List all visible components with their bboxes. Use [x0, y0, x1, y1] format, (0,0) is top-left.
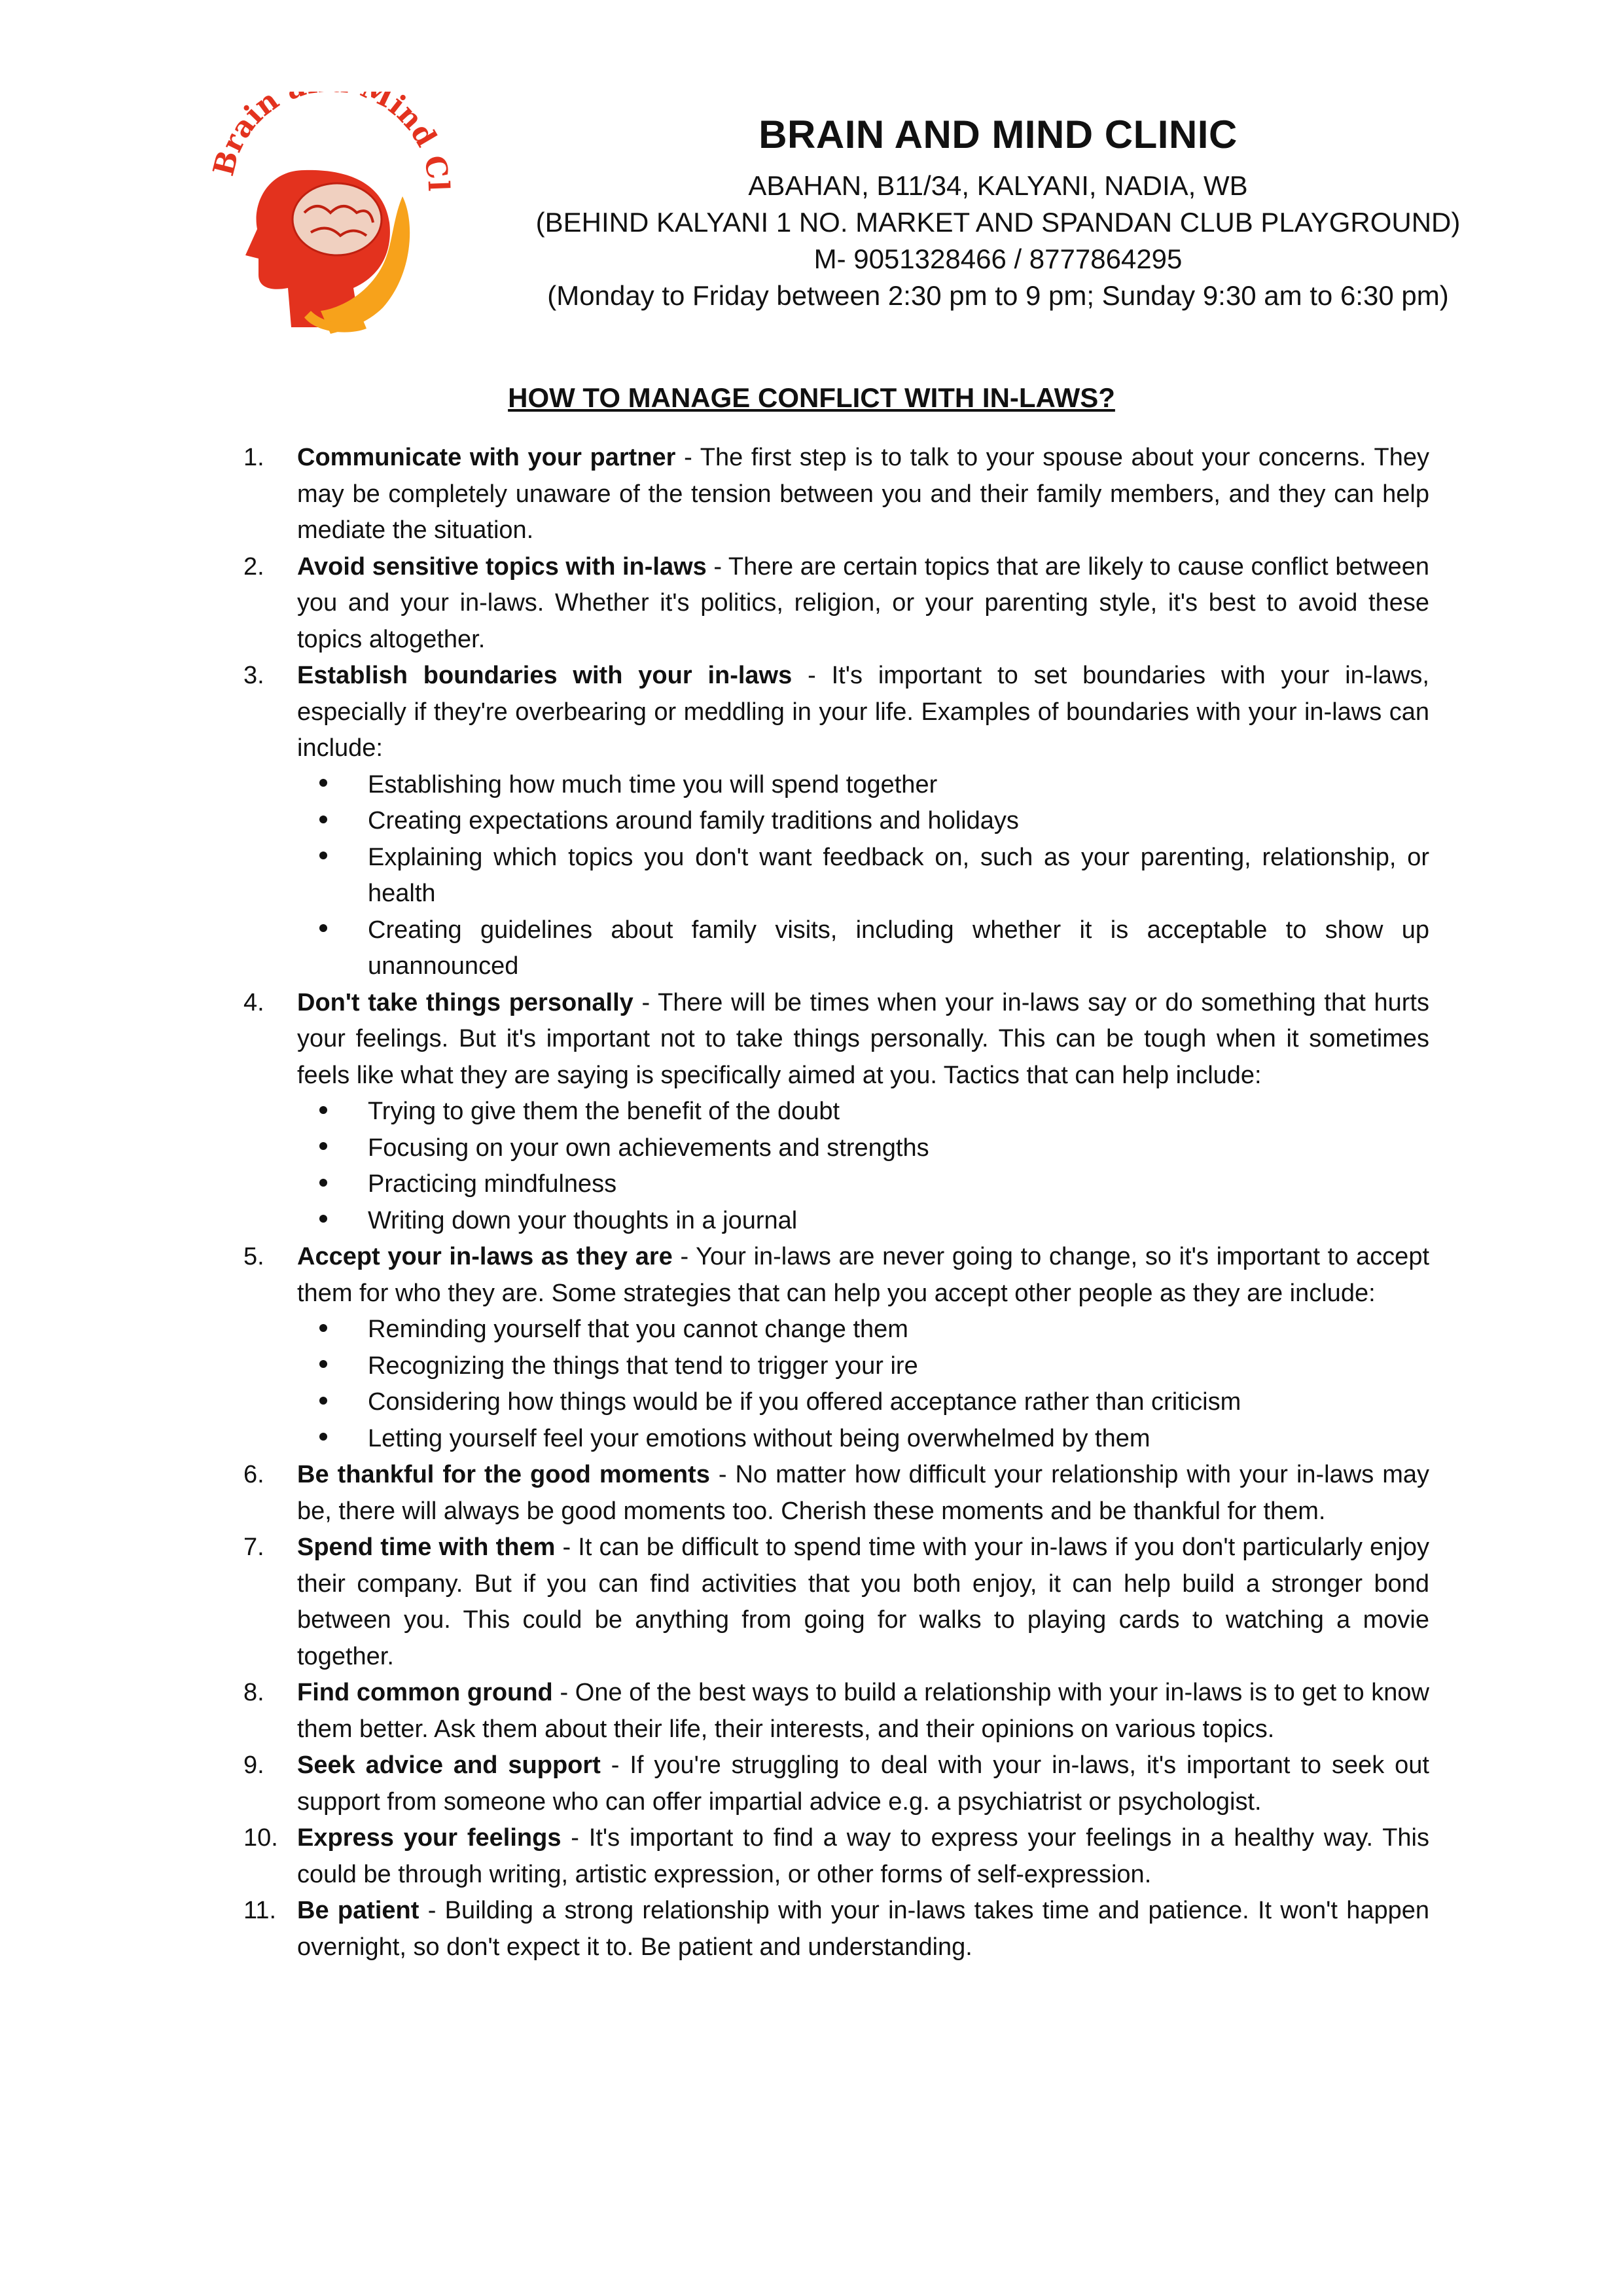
bullet-item — [243, 1166, 1429, 1203]
list-item — [243, 1530, 1429, 1675]
bullet-dot-icon — [243, 803, 368, 840]
list-item-number: 6. — [243, 1461, 264, 1488]
clinic-hours: (Monday to Friday between 2:30 pm to 9 pm; Sunday 9:30 am to 6:30 pm) — [547, 280, 1449, 311]
bullet-dot-icon — [243, 1384, 368, 1421]
bullet-text: Establishing how much time you will spend together — [368, 770, 938, 798]
list-item — [243, 1893, 1429, 1965]
clinic-logo — [206, 92, 455, 340]
list-item-number: 4. — [243, 988, 264, 1016]
list-item-heading: Be thankful for the good moments — [297, 1461, 710, 1488]
list-item-number: 7. — [243, 1534, 264, 1561]
bullet-item — [243, 1384, 1429, 1421]
list-item-heading: Express your feelings — [297, 1824, 562, 1852]
list-item-heading: Spend time with them — [297, 1534, 556, 1561]
list-item-text — [297, 985, 1429, 1094]
clinic-name: BRAIN AND MIND CLINIC — [758, 113, 1238, 156]
bullet-text: Letting yourself feel your emotions without being overwhelmed by them — [368, 1424, 1150, 1452]
bullet-text: Focusing on your own achievements and strengths — [368, 1134, 929, 1162]
bullet-item — [243, 803, 1429, 840]
list-item-heading: Don't take things personally — [297, 988, 633, 1016]
bullet-text: Recognizing the things that tend to trigger your ire — [368, 1352, 918, 1380]
list-item-heading: Avoid sensitive topics with in-laws — [297, 552, 707, 581]
bullet-item — [243, 1421, 1429, 1458]
brain-head-logo-icon — [206, 92, 455, 340]
bullet-dot-icon — [243, 1166, 368, 1203]
phone-numbers: M- 9051328466 / 8777864295 — [813, 243, 1183, 274]
document-title: HOW TO MANAGE CONFLICT WITH IN-LAWS? — [508, 382, 1115, 413]
list-item-body: - Building a strong relationship with your in-laws takes time and patience. It won't happen overnight, so don't expect it to. Be patient and understanding. — [297, 1897, 1429, 1961]
list-item-text — [297, 1748, 1429, 1820]
list-item-heading: Seek advice and support — [297, 1751, 601, 1779]
bullet-dot-icon — [243, 1094, 368, 1130]
list-item — [243, 658, 1429, 767]
logo-text: Brain Mind Cl — [207, 92, 455, 192]
clinic-header — [497, 111, 1499, 314]
bullet-item — [243, 1094, 1429, 1130]
bullet-item — [243, 1312, 1429, 1348]
list-item-body: - It's important to set boundaries with your in-laws, especially if they're overbearing or meddling in your life. Examples of boundaries with your in-laws can include: — [297, 662, 1429, 762]
address-line-2: (BEHIND KALYANI 1 NO. MARKET AND SPANDAN CLUB PLAYGROUND) — [535, 207, 1461, 238]
list-item-body: - Your in-laws are never going to change, so it's important to accept them for who they are. Some strategies that can help you accept other people as they are include: — [297, 1243, 1430, 1307]
list-item-body: - There will be times when your in-laws say or do something that hurts your feelings. But it's important not to take things personally. This can be tough when it sometimes feels like what they are saying is specifically aimed at you. Tactics that can help include: — [297, 988, 1429, 1089]
list-item-number: 5. — [243, 1243, 264, 1270]
list-item-heading: Communicate with your partner — [297, 444, 676, 471]
bullet-text: Considering how things would be if you offered acceptance rather than criticism — [368, 1388, 1241, 1416]
list-item — [243, 549, 1429, 658]
bullet-text: Practicing mindfulness — [368, 1170, 617, 1198]
list-item-number: 8. — [243, 1679, 264, 1706]
list-item — [243, 1239, 1429, 1312]
bullet-dot-icon — [243, 1421, 368, 1458]
bullet-dot-icon — [243, 1348, 368, 1385]
list-item-heading: Accept your in-laws as they are — [297, 1243, 673, 1270]
bullet-list — [243, 1312, 1429, 1457]
list-item-text — [297, 1675, 1429, 1748]
list-item-text — [297, 549, 1429, 658]
list-item-number: 11. — [243, 1897, 277, 1924]
list-item — [243, 1675, 1429, 1748]
list-item-body: - If you're struggling to deal with your in-laws, it's important to seek out support from someone who can offer impartial advice e.g. a psychiatrist or psychologist. — [297, 1751, 1429, 1816]
list-item-text — [297, 1239, 1429, 1312]
list-item-text — [297, 1530, 1429, 1675]
bullet-list — [243, 767, 1429, 985]
bullet-dot-icon — [243, 912, 368, 949]
list-item — [243, 985, 1429, 1094]
bullet-item — [243, 767, 1429, 804]
bullet-dot-icon — [243, 1312, 368, 1348]
bullet-text: Writing down your thoughts in a journal — [368, 1206, 798, 1234]
bullet-item — [243, 840, 1429, 912]
bullet-item — [243, 1130, 1429, 1167]
bullet-text: Creating guidelines about family visits, including whether it is acceptable to show up unannounced — [368, 916, 1429, 980]
list-item-text — [297, 1893, 1429, 1965]
list-item-body: - It can be difficult to spend time with your in-laws if you don't particularly enjoy their company. But if you can find activities that you both enjoy, it can help build a stronger bond between you. This could be anything from going for walks to playing cards to watching a movie together. — [297, 1534, 1430, 1670]
list-item-text — [297, 1820, 1429, 1893]
list-item — [243, 440, 1429, 549]
bullet-list — [243, 1094, 1429, 1239]
bullet-text: Reminding yourself that you cannot change them — [368, 1316, 908, 1343]
bullet-dot-icon — [243, 767, 368, 804]
bullet-text: Creating expectations around family traditions and holidays — [368, 807, 1019, 834]
list-item — [243, 1820, 1429, 1893]
list-item-number: 2. — [243, 552, 264, 581]
list-item-body: - The first step is to talk to your spouse about your concerns. They may be completely unaware of the tension between you and their family members, and they can help mediate the situation. — [297, 444, 1429, 544]
bullet-item — [243, 1203, 1429, 1240]
list-item-number: 10. — [243, 1824, 278, 1852]
bullet-dot-icon — [243, 840, 368, 876]
bullet-text: Trying to give them the benefit of the doubt — [368, 1098, 840, 1125]
list-item-body: - No matter how difficult your relationship with your in-laws may be, there will always be good moments too. Cherish these moments and be thankful for them. — [297, 1461, 1429, 1525]
list-item-heading: Be patient — [297, 1897, 419, 1924]
list-item-number: 9. — [243, 1751, 264, 1779]
address-line-1: ABAHAN, B11/34, KALYANI, NADIA, WB — [748, 170, 1248, 201]
bullet-text: Explaining which topics you don't want feedback on, such as your parenting, relationship, or health — [368, 843, 1429, 907]
list-item-body: - One of the best ways to build a relationship with your in-laws is to get to know them better. Ask them about their life, their interests, and their opinions on various topics. — [297, 1679, 1429, 1743]
list-item — [243, 1748, 1429, 1820]
list-item-heading: Find common ground — [297, 1679, 553, 1706]
list-item-text — [297, 440, 1429, 549]
bullet-item — [243, 1348, 1429, 1385]
list-item-number: 1. — [243, 444, 264, 471]
bullet-item — [243, 912, 1429, 985]
bullet-dot-icon — [243, 1130, 368, 1167]
list-item-number: 3. — [243, 662, 264, 689]
tips-list — [243, 440, 1429, 1965]
bullet-dot-icon — [243, 1203, 368, 1240]
list-item-text — [297, 658, 1429, 767]
list-item-body: - It's important to find a way to express your feelings in a healthy way. This could be through writing, artistic expression, or other forms of self-expression. — [297, 1824, 1430, 1888]
list-item-body: - There are certain topics that are likely to cause conflict between you and your in-laws. Whether it's politics, religion, or your parenting style, it's best to avoid these topics altogether. — [297, 552, 1429, 653]
list-item-text — [297, 1457, 1429, 1530]
list-item — [243, 1457, 1429, 1530]
list-item-heading: Establish boundaries with your in-laws — [297, 662, 793, 689]
